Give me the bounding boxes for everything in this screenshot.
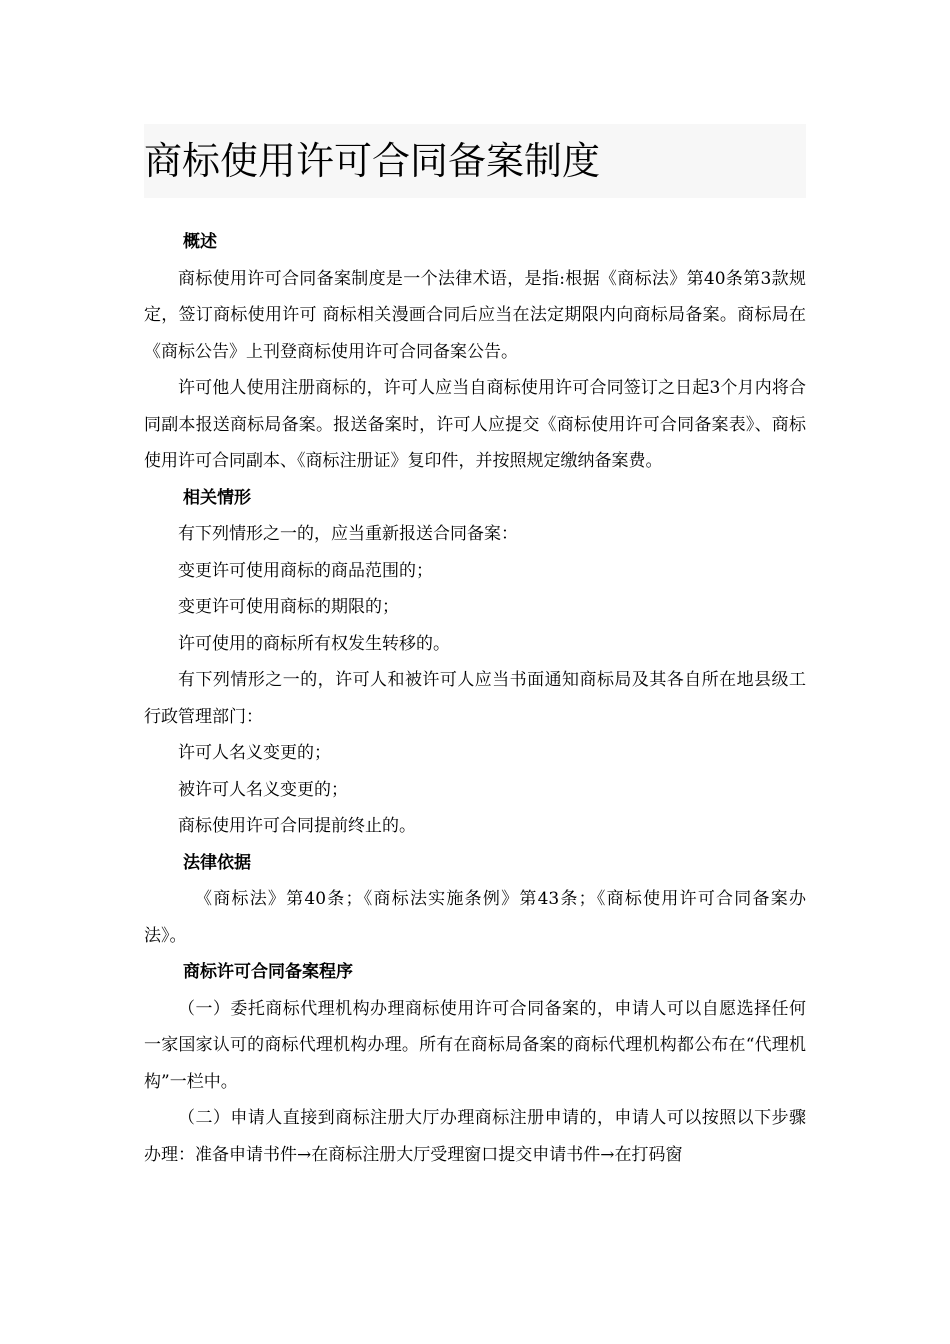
document-body [144,224,806,1173]
paragraph: （一）委托商标代理机构办理商标使用许可合同备案的，申请人可以自愿选择任何一家国家认可的商标代理机构办理。所有在商标局备案的商标代理机构都公布在“代理机构”一栏中。 [144,998,806,1092]
paragraph: 《商标法》第40条；《商标法实施条例》第43条；《商标使用许可合同备案办法》。 [144,889,806,946]
list-item: 被许可人名义变更的； [178,779,348,800]
document-title: 商标使用许可合同备案制度 [144,139,601,183]
list-item: 变更许可使用商标的商品范围的； [178,560,433,581]
section-heading-situations: 相关情形 [183,487,251,508]
list-item: 商标使用许可合同提前终止的。 [178,816,416,836]
paragraph: 有下列情形之一的，应当重新报送合同备案： [178,524,518,544]
paragraph: 许可他人使用注册商标的，许可人应当自商标使用许可合同签订之日起3个月内将合同副本报送商标局备案。报送备案时，许可人应提交《商标使用许可合同备案表》、商标使用许可合同副本、《商标注册证》复印件，并按照规定缴纳备案费。 [144,378,806,471]
paragraph: 商标使用许可合同备案制度是一个法律术语，是指:根据《商标法》第40条第3款规定，签订商标使用许可 商标相关漫画合同后应当在法定期限内向商标局备案。商标局在《商标公告》上刊登商标使用许可合同备案公告。 [144,268,806,362]
section-heading-overview: 概述 [183,232,217,252]
title-block [144,124,806,198]
paragraph: （二）申请人直接到商标注册大厅办理商标注册申请的，申请人可以按照以下步骤办理：准备申请书件→在商标注册大厅受理窗口提交申请书件→在打码窗 [144,1108,806,1165]
list-item: 许可人名义变更的； [178,743,331,763]
section-heading-procedure: 商标许可合同备案程序 [183,962,353,982]
section-heading-legal: 法律依据 [183,852,251,873]
list-item: 许可使用的商标所有权发生转移的。 [178,633,450,654]
paragraph: 有下列情形之一的，许可人和被许可人应当书面通知商标局及其各自所在地县级工行政管理部门： [144,670,806,727]
list-item: 变更许可使用商标的期限的； [178,597,399,617]
